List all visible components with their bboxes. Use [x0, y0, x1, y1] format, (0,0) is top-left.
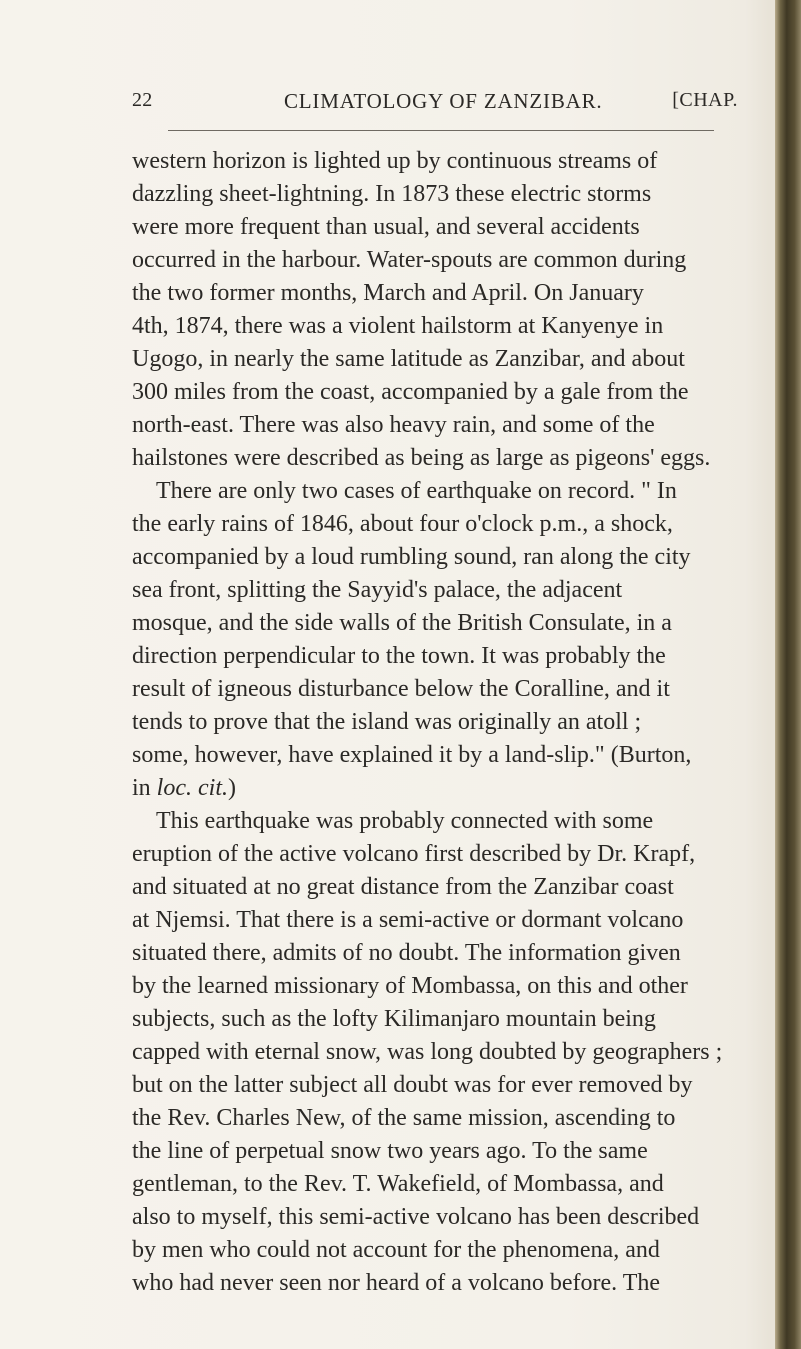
text-line: and situated at no great distance from the Zanzibar coast — [132, 874, 674, 900]
page-header — [132, 82, 738, 116]
text-line: occurred in the harbour. Water-spouts are common during — [132, 247, 687, 273]
text-line: by men who could not account for the phenomena, and — [132, 1237, 660, 1263]
paragraph-start-line: There are only two cases of earthquake on record. " In — [156, 478, 677, 504]
running-title: CLIMATOLOGY OF ZANZIBAR. — [284, 89, 603, 113]
body-text — [132, 145, 738, 1300]
text-line: accompanied by a loud rumbling sound, ran along the city — [132, 544, 691, 570]
text-line: capped with eternal snow, was long doubted by geographers ; — [132, 1039, 723, 1065]
text-line: 300 miles from the coast, accompanied by a gale from the — [132, 379, 689, 405]
text-line: hailstones were described as being as large as pigeons' eggs. — [132, 445, 711, 471]
page-number: 22 — [132, 89, 153, 111]
paragraph-start-line: This earthquake was probably connected with some — [156, 808, 654, 834]
text-line: eruption of the active volcano first described by Dr. Krapf, — [132, 841, 696, 867]
text-line: sea front, splitting the Sayyid's palace, the adjacent — [132, 577, 623, 603]
text-line: the Rev. Charles New, of the same mission, ascending to — [132, 1105, 676, 1131]
text-line: but on the latter subject all doubt was for ever removed by — [132, 1072, 693, 1098]
text-line: who had never seen nor heard of a volcano before. The — [132, 1270, 660, 1296]
chapter-mark: [CHAP. — [672, 89, 738, 111]
header-rule — [168, 130, 714, 131]
text-line: subjects, such as the lofty Kilimanjaro mountain being — [132, 1006, 656, 1032]
text-line: tends to prove that the island was originally an atoll ; — [132, 709, 642, 735]
text-line: were more frequent than usual, and several accidents — [132, 214, 640, 240]
citation-close: ) — [227, 775, 236, 801]
text-line: the early rains of 1846, about four o'clock p.m., a shock, — [132, 511, 673, 537]
text-line: 4th, 1874, there was a violent hailstorm at Kanyenye in — [132, 313, 664, 339]
text-line: north-east. There was also heavy rain, and some of the — [132, 412, 655, 438]
text-line: situated there, admits of no doubt. The information given — [132, 940, 681, 966]
citation-line — [132, 772, 738, 805]
text-line: direction perpendicular to the town. It was probably the — [132, 643, 666, 669]
text-line: some, however, have explained it by a land-slip." (Burton, — [132, 742, 692, 768]
text-line: result of igneous disturbance below the Coralline, and it — [132, 676, 670, 702]
text-line: by the learned missionary of Mombassa, on this and other — [132, 973, 688, 999]
text-line: western horizon is lighted up by continuous streams of — [132, 148, 658, 174]
text-line: dazzling sheet-lightning. In 1873 these electric storms — [132, 181, 652, 207]
citation-prefix: in — [132, 775, 157, 801]
book-binding-edge — [775, 0, 801, 1349]
text-line: the line of perpetual snow two years ago. To the same — [132, 1138, 648, 1164]
text-line: Ugogo, in nearly the same latitude as Zanzibar, and about — [132, 346, 685, 372]
text-line: gentleman, to the Rev. T. Wakefield, of Mombassa, and — [132, 1171, 664, 1197]
citation-italic: loc. cit. — [156, 775, 228, 801]
text-line: at Njemsi. That there is a semi-active or dormant volcano — [132, 907, 684, 933]
text-line: mosque, and the side walls of the British Consulate, in a — [132, 610, 672, 636]
text-line: also to myself, this semi-active volcano has been described — [132, 1204, 700, 1230]
text-line: the two former months, March and April. On January — [132, 280, 644, 306]
